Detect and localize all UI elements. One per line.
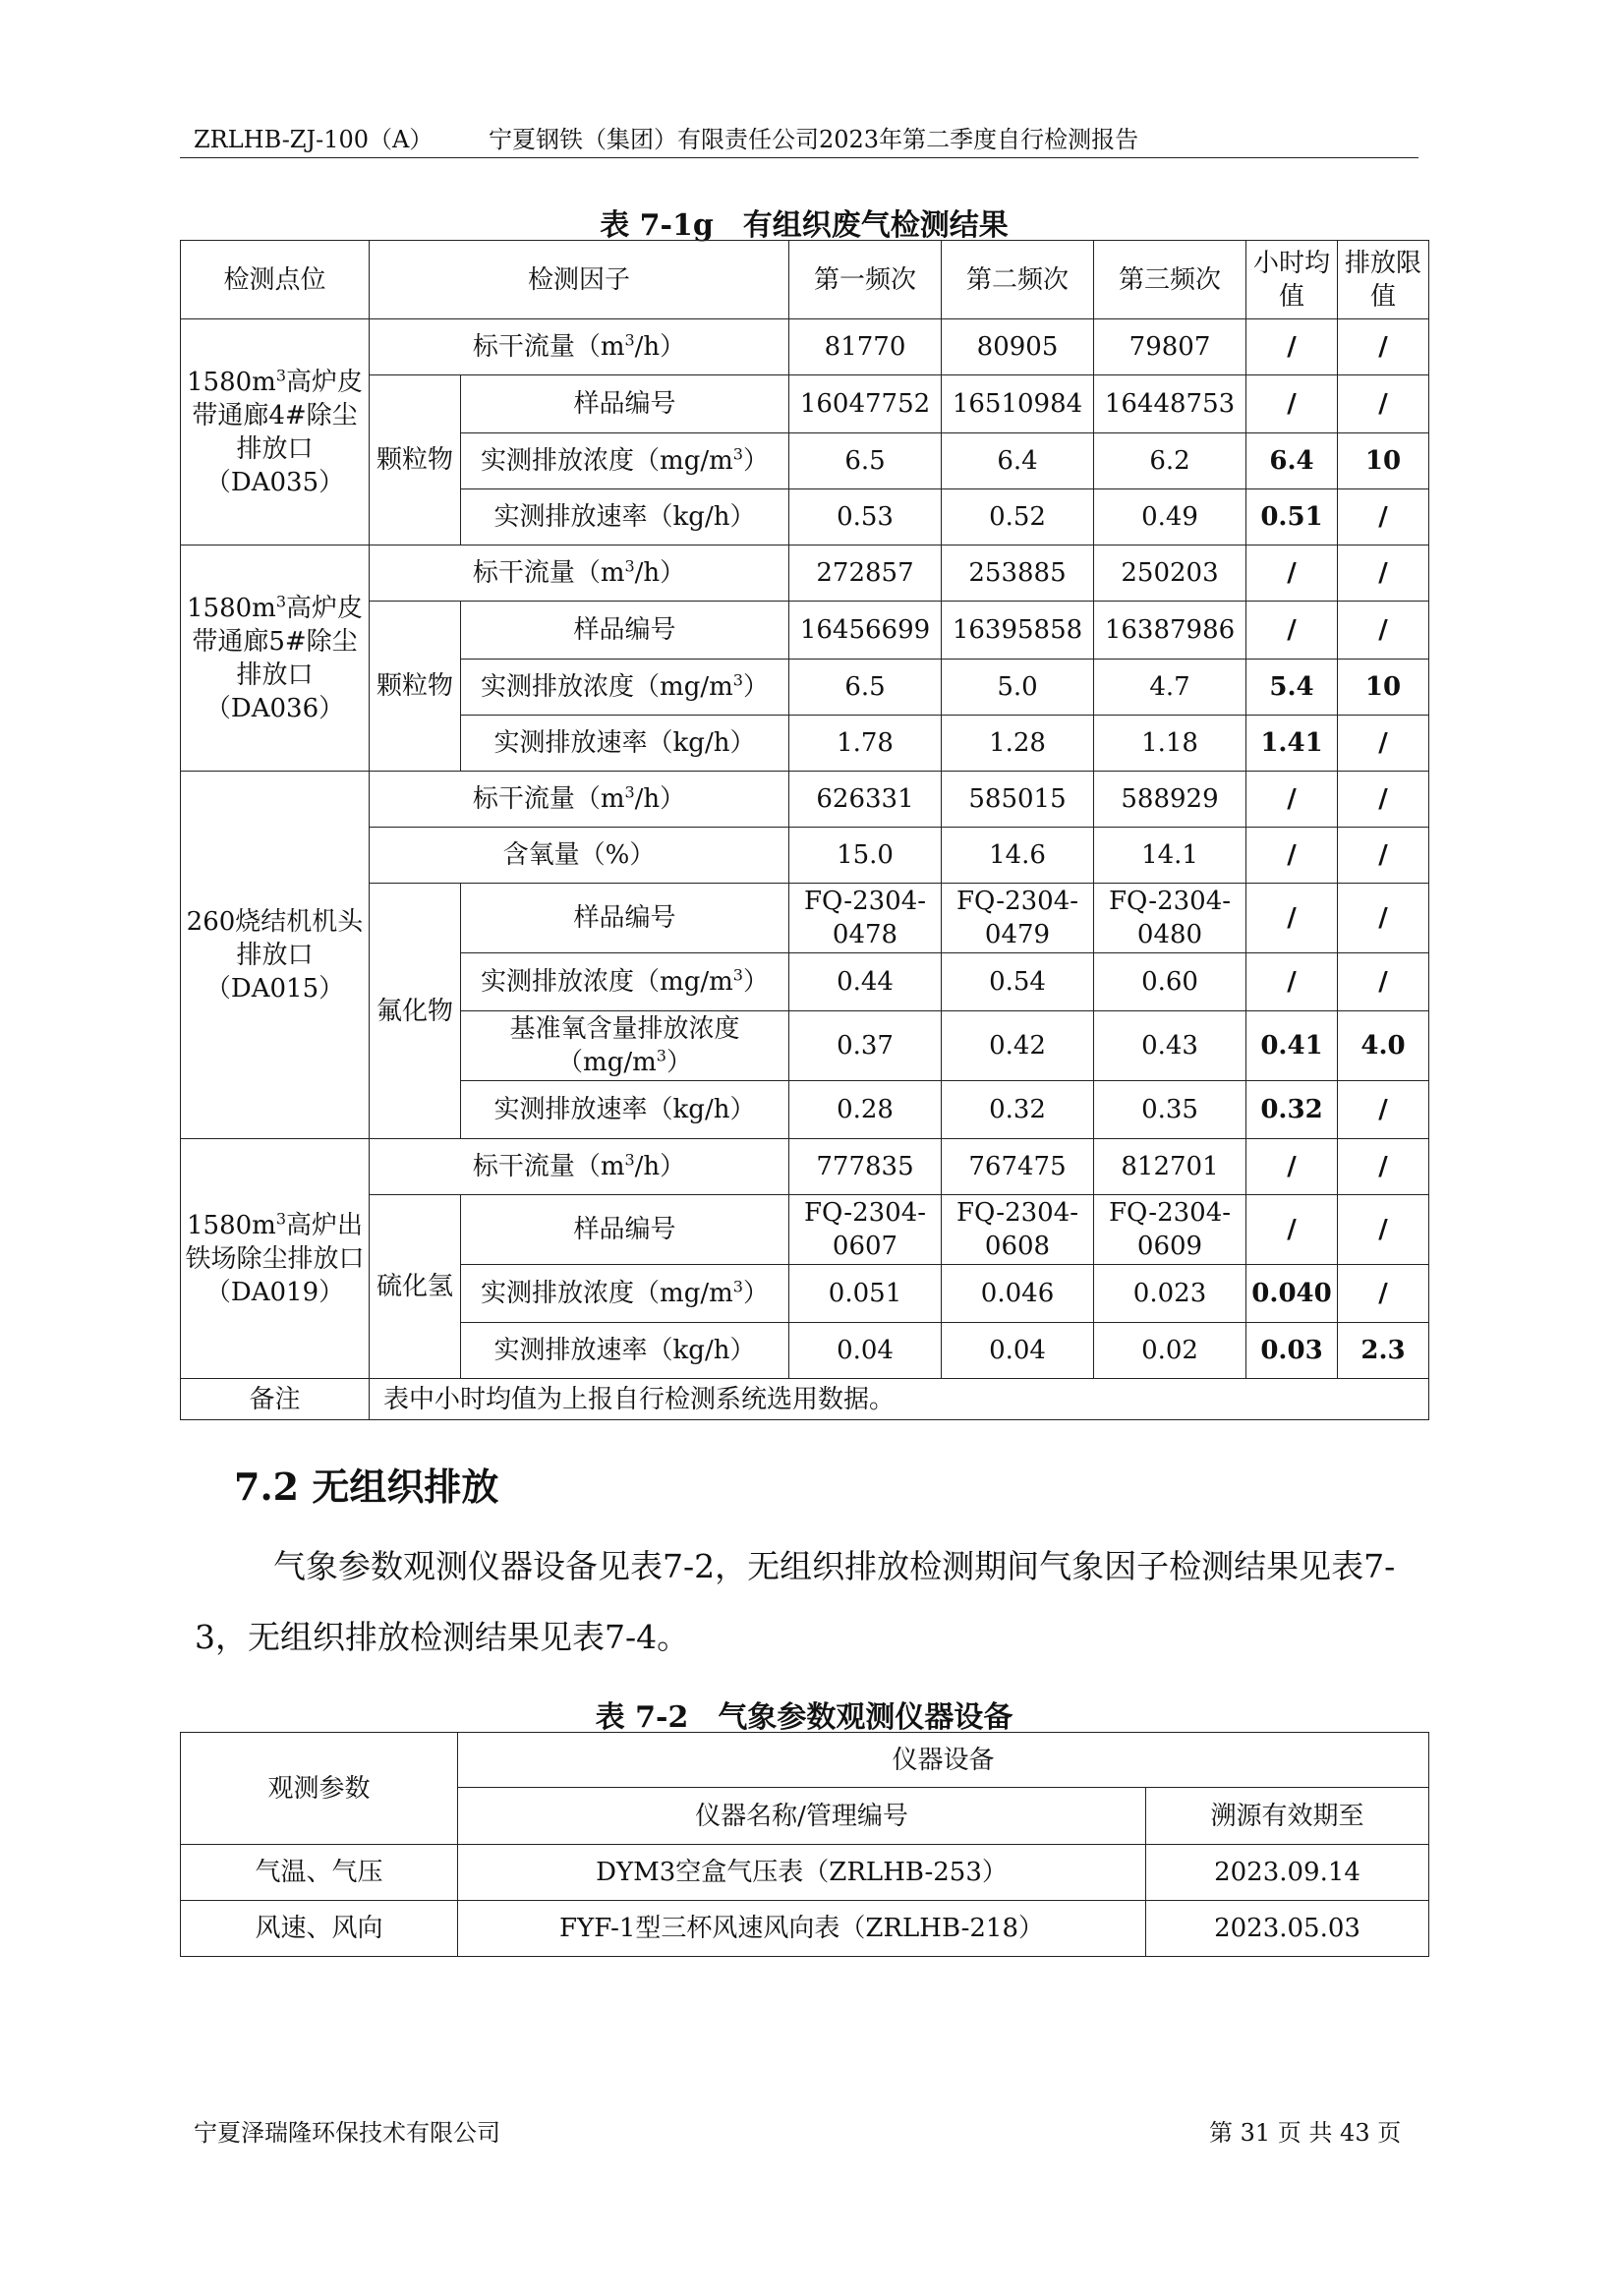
- factor-label: 实测排放浓度$(mg/m^3)$: [461, 660, 789, 716]
- factor-label: 实测排放浓度$(mg/m^3)$: [461, 953, 789, 1011]
- factor-label: 实测排放浓度$(mg/m^3)$: [461, 433, 789, 489]
- note-label: 备注: [181, 1379, 370, 1420]
- value-f2: 253885: [942, 545, 1094, 602]
- note-row: [181, 1379, 1429, 1420]
- value-limit: /: [1338, 375, 1429, 433]
- header-f3: 第三频次: [1094, 241, 1246, 319]
- value-limit: 10: [1338, 433, 1429, 489]
- value-limit: /: [1338, 1195, 1429, 1265]
- header-f2: 第二频次: [942, 241, 1094, 319]
- value-f1: 0.44: [789, 953, 942, 1011]
- value-f3: 0.49: [1094, 489, 1246, 545]
- value-f2: 16395858: [942, 602, 1094, 660]
- body-paragraph: [195, 1531, 1423, 1673]
- value-limit: /: [1338, 953, 1429, 1011]
- value-f2: 16510984: [942, 375, 1094, 433]
- value-hourly-avg: 5.4: [1246, 660, 1338, 716]
- header-avg: 小时均值: [1246, 241, 1338, 319]
- factor-label: 标干流量$(m^3/h)$: [370, 545, 789, 602]
- t2-param: 气温、气压: [181, 1845, 458, 1901]
- factor-label: 样品编号: [461, 884, 789, 953]
- value-f2: 80905: [942, 319, 1094, 375]
- value-f2: 0.54: [942, 953, 1094, 1011]
- t2-param: 风速、风向: [181, 1901, 458, 1957]
- value-f2: 6.4: [942, 433, 1094, 489]
- value-hourly-avg: /: [1246, 772, 1338, 828]
- t2-header-valid: 溯源有效期至: [1146, 1788, 1429, 1845]
- value-limit: /: [1338, 1139, 1429, 1195]
- value-hourly-avg: /: [1246, 319, 1338, 375]
- value-f1: 16456699: [789, 602, 942, 660]
- factor-label: 实测排放浓度$(mg/m^3)$: [461, 1265, 789, 1323]
- table1-header-row: [181, 241, 1429, 319]
- value-limit: 10: [1338, 660, 1429, 716]
- note-text: 表中小时均值为上报自行检测系统选用数据。: [370, 1379, 1429, 1420]
- value-f2: 0.42: [942, 1011, 1094, 1081]
- factor-label: 样品编号: [461, 602, 789, 660]
- pollutant-name: 硫化氢: [370, 1195, 461, 1379]
- value-limit: /: [1338, 1265, 1429, 1323]
- value-hourly-avg: /: [1246, 1195, 1338, 1265]
- header-point: 检测点位: [181, 241, 370, 319]
- value-f3: 0.35: [1094, 1081, 1246, 1139]
- value-f2: FQ-2304-0479: [942, 884, 1094, 953]
- header-rule: [180, 157, 1418, 158]
- monitoring-point: $1580m^3$高炉皮带通廊5#除尘排放口（DA036）: [181, 545, 370, 772]
- t2-header-equipment: 仪器设备: [458, 1733, 1429, 1788]
- value-limit: 4.0: [1338, 1011, 1429, 1081]
- value-f2: 1.28: [942, 716, 1094, 772]
- value-hourly-avg: /: [1246, 375, 1338, 433]
- body-paragraph-text: 气象参数观测仪器设备见表7-2，无组织排放检测期间气象因子检测结果见表7-3，无组织排放检测结果见表7-4。: [195, 1547, 1396, 1656]
- table-row: [181, 319, 1429, 375]
- value-hourly-avg: /: [1246, 602, 1338, 660]
- value-f1: 626331: [789, 772, 942, 828]
- value-f3: 0.023: [1094, 1265, 1246, 1323]
- value-f1: 6.5: [789, 433, 942, 489]
- table-row: [181, 1139, 1429, 1195]
- value-limit: /: [1338, 772, 1429, 828]
- factor-label: 实测排放速率（kg/h）: [461, 716, 789, 772]
- value-f2: 767475: [942, 1139, 1094, 1195]
- factor-label: 基准氧含量排放浓度$(mg/m^3)$: [461, 1011, 789, 1081]
- value-f3: 79807: [1094, 319, 1246, 375]
- t2-valid: 2023.09.14: [1146, 1845, 1429, 1901]
- footer-page: 第 31 页 共 43 页: [1209, 2119, 1402, 2147]
- value-f1: 15.0: [789, 828, 942, 884]
- value-f1: 1.78: [789, 716, 942, 772]
- value-hourly-avg: 0.03: [1246, 1323, 1338, 1379]
- factor-label: 实测排放速率（kg/h）: [461, 1323, 789, 1379]
- value-f2: 0.04: [942, 1323, 1094, 1379]
- factor-label: 标干流量$(m^3/h)$: [370, 1139, 789, 1195]
- value-hourly-avg: 1.41: [1246, 716, 1338, 772]
- value-f3: 16387986: [1094, 602, 1246, 660]
- value-limit: /: [1338, 828, 1429, 884]
- factor-label: 样品编号: [461, 375, 789, 433]
- value-f3: 6.2: [1094, 433, 1246, 489]
- value-limit: /: [1338, 602, 1429, 660]
- value-f3: 1.18: [1094, 716, 1246, 772]
- pollutant-name: 颗粒物: [370, 375, 461, 545]
- emission-results-table: [180, 240, 1429, 1420]
- value-f1: FQ-2304-0478: [789, 884, 942, 953]
- value-f1: 0.051: [789, 1265, 942, 1323]
- value-hourly-avg: 0.51: [1246, 489, 1338, 545]
- value-limit: /: [1338, 1081, 1429, 1139]
- factor-label: 实测排放速率（kg/h）: [461, 1081, 789, 1139]
- value-limit: /: [1338, 716, 1429, 772]
- header-title: 宁夏钢铁（集团）有限责任公司2023年第二季度自行检测报告: [489, 126, 1139, 153]
- value-f3: 588929: [1094, 772, 1246, 828]
- value-f3: 250203: [1094, 545, 1246, 602]
- value-f1: 0.53: [789, 489, 942, 545]
- header-factor: 检测因子: [370, 241, 789, 319]
- table-row: [181, 1901, 1429, 1957]
- value-f1: 16047752: [789, 375, 942, 433]
- value-f1: 0.37: [789, 1011, 942, 1081]
- pollutant-name: 颗粒物: [370, 602, 461, 772]
- factor-label: 样品编号: [461, 1195, 789, 1265]
- value-f2: 0.046: [942, 1265, 1094, 1323]
- header-code: ZRLHB-ZJ-100（A）: [194, 126, 434, 153]
- value-hourly-avg: 0.32: [1246, 1081, 1338, 1139]
- value-hourly-avg: /: [1246, 828, 1338, 884]
- value-limit: /: [1338, 884, 1429, 953]
- value-f2: FQ-2304-0608: [942, 1195, 1094, 1265]
- value-hourly-avg: 6.4: [1246, 433, 1338, 489]
- value-hourly-avg: /: [1246, 953, 1338, 1011]
- t2-valid: 2023.05.03: [1146, 1901, 1429, 1957]
- value-f3: FQ-2304-0609: [1094, 1195, 1246, 1265]
- value-f1: FQ-2304-0607: [789, 1195, 942, 1265]
- t2-header-param: 观测参数: [181, 1733, 458, 1845]
- value-hourly-avg: /: [1246, 1139, 1338, 1195]
- value-hourly-avg: 0.41: [1246, 1011, 1338, 1081]
- table1-caption: 表 7-1g 有组织废气检测结果: [600, 208, 1009, 243]
- t2-name: DYM3空盒气压表（ZRLHB-253）: [458, 1845, 1146, 1901]
- instrument-table: [180, 1732, 1429, 1957]
- value-f1: 0.04: [789, 1323, 942, 1379]
- section-title: 7.2 无组织排放: [234, 1464, 499, 1509]
- value-f3: 0.60: [1094, 953, 1246, 1011]
- value-f2: 5.0: [942, 660, 1094, 716]
- table-row: [181, 545, 1429, 602]
- value-f2: 0.52: [942, 489, 1094, 545]
- table2-caption: 表 7-2 气象参数观测仪器设备: [595, 1700, 1013, 1735]
- pollutant-name: 氟化物: [370, 884, 461, 1139]
- value-hourly-avg: /: [1246, 884, 1338, 953]
- value-f1: 272857: [789, 545, 942, 602]
- value-f3: 812701: [1094, 1139, 1246, 1195]
- value-f3: 0.43: [1094, 1011, 1246, 1081]
- factor-label: 标干流量$(m^3/h)$: [370, 319, 789, 375]
- factor-label: 含氧量（%）: [370, 828, 789, 884]
- value-limit: /: [1338, 319, 1429, 375]
- value-f3: 16448753: [1094, 375, 1246, 433]
- value-hourly-avg: 0.040: [1246, 1265, 1338, 1323]
- value-f2: 585015: [942, 772, 1094, 828]
- value-limit: /: [1338, 489, 1429, 545]
- value-f3: 4.7: [1094, 660, 1246, 716]
- factor-label: 标干流量$(m^3/h)$: [370, 772, 789, 828]
- value-limit: /: [1338, 545, 1429, 602]
- monitoring-point: $1580m^3$高炉皮带通廊4#除尘排放口（DA035）: [181, 319, 370, 545]
- value-hourly-avg: /: [1246, 545, 1338, 602]
- value-f3: 0.02: [1094, 1323, 1246, 1379]
- header-f1: 第一频次: [789, 241, 942, 319]
- value-f1: 81770: [789, 319, 942, 375]
- value-f1: 777835: [789, 1139, 942, 1195]
- t2-name: FYF-1型三杯风速风向表（ZRLHB-218）: [458, 1901, 1146, 1957]
- value-f3: FQ-2304-0480: [1094, 884, 1246, 953]
- monitoring-point: 260烧结机机头排放口（DA015）: [181, 772, 370, 1139]
- monitoring-point: $1580m^3$高炉出铁场除尘排放口（DA019）: [181, 1139, 370, 1379]
- value-f2: 14.6: [942, 828, 1094, 884]
- value-f1: 0.28: [789, 1081, 942, 1139]
- value-f2: 0.32: [942, 1081, 1094, 1139]
- header-limit: 排放限值: [1338, 241, 1429, 319]
- factor-label: 实测排放速率（kg/h）: [461, 489, 789, 545]
- table-row: [181, 772, 1429, 828]
- value-limit: 2.3: [1338, 1323, 1429, 1379]
- value-f1: 6.5: [789, 660, 942, 716]
- table-row: [181, 1845, 1429, 1901]
- t2-header-name: 仪器名称/管理编号: [458, 1788, 1146, 1845]
- footer-company: 宁夏泽瑞隆环保技术有限公司: [194, 2119, 500, 2147]
- value-f3: 14.1: [1094, 828, 1246, 884]
